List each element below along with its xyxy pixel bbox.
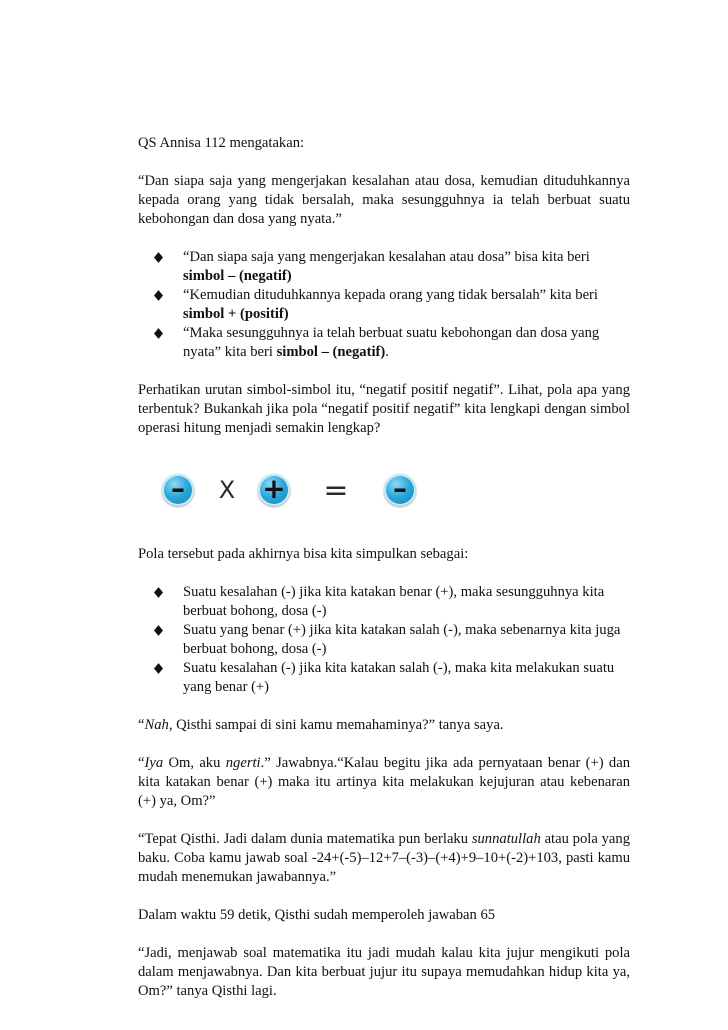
list-item (138, 659, 630, 697)
list-item (138, 286, 630, 324)
equals-sign: = (323, 472, 349, 508)
diamond-bullet-icon (152, 586, 164, 598)
symbol-label: simbol – (negatif) (276, 344, 386, 360)
dialog-text: atau pola yang baku. Coba kamu jawab soal -24+(-5)–12+7–(-3)–(+4)+9–10+(-2)+103, pasti kamu mudah menemukan jawabannya.” (138, 831, 630, 885)
plus-sign: + (262, 471, 286, 505)
quote-paragraph: “Dan siapa saja yang mengerjakan kesalahan atau dosa, kemudian dituduhkannya kepada orang yang tidak bersalah, maka sesungguhnya ia telah berbuat suatu kebohongan dan dosa yang nyata.” (138, 173, 630, 227)
answer-paragraph: Dalam waktu 59 detik, Qisthi sudah memperoleh jawaban 65 (138, 907, 496, 923)
list-item (138, 248, 630, 286)
sign-equation (138, 468, 630, 512)
dialog-text: , Qisthi sampai di sini kamu memahaminya?” tanya saya. (168, 717, 504, 733)
list-item (138, 324, 630, 362)
dialog-text: Om, aku (163, 755, 226, 771)
list-item-text: “Dan siapa saja yang mengerjakan kesalahan atau dosa” bisa kita beri (183, 249, 590, 265)
minus-sign: – (171, 471, 185, 505)
dialog-paragraph-1 (138, 716, 630, 735)
list-item-text: Suatu yang benar (+) jika kita katakan salah (-), maka sebenarnya kita juga berbuat bohong, dosa (-) (183, 622, 621, 657)
symbol-label: simbol + (positif) (183, 306, 289, 322)
list-item-text: “Maka sesungguhnya ia telah berbuat suatu kebohongan dan dosa yang nyata” kita beri (183, 325, 600, 360)
list-item (138, 583, 630, 621)
document-body (138, 134, 630, 1001)
symbol-label: simbol – (negatif) (183, 268, 292, 284)
minus-circle-icon (162, 471, 194, 506)
dialog-paragraph-2 (138, 754, 630, 811)
pattern-paragraph: Perhatikan urutan simbol-simbol itu, “negatif positif negatif”. Lihat, pola apa yang terbentuk? Bukankah jika pola “negatif positif negatif” kita lengkapi dengan simbol operasi hitung menjadi semakin lengkap? (138, 382, 630, 436)
list-item-text: Suatu kesalahan (-) jika kita katakan salah (-), maka kita melakukan suatu yang benar (+) (183, 660, 615, 695)
list-item (138, 621, 630, 659)
diamond-bullet-icon (152, 289, 164, 301)
multiply-sign: X (218, 475, 236, 504)
list-item-text: “Kemudian dituduhkannya kepada orang yang tidak bersalah” kita beri (183, 287, 598, 303)
open-quote: “ (138, 755, 145, 771)
dialog-paragraph-3 (138, 830, 630, 887)
diamond-bullet-icon (152, 251, 164, 263)
conclusion-list (138, 583, 630, 697)
italic-word: sunnatullah (471, 831, 541, 847)
italic-word: ngerti (225, 755, 261, 771)
diamond-bullet-icon (152, 327, 164, 339)
dialog-text: “Tepat Qisthi. Jadi dalam dunia matematika pun berlaku (138, 831, 472, 847)
plus-circle-icon (258, 471, 290, 506)
diamond-bullet-icon (152, 624, 164, 636)
result-minus-sign: – (393, 471, 407, 505)
italic-word: Nah (144, 717, 169, 733)
symbol-list (138, 248, 630, 362)
italic-word: Iya (144, 755, 164, 771)
intro-line: QS Annisa 112 mengatakan: (138, 135, 305, 151)
dialog-text: .” Jawabnya.“Kalau begitu jika ada pernyataan benar (+) dan kita katakan benar (+) maka itu artinya kita melakukan kejujuran atau kebenaran (+) ya, Om?” (138, 755, 630, 809)
closing-paragraph: “Jadi, menjawab soal matematika itu jadi mudah kalau kita jujur mengikuti pola dalam menjawabnya. Dan kita berbuat jujur itu supaya memudahkan hidup kita ya, Om?” tanya Qisthi lagi. (138, 945, 630, 999)
list-item-tail: . (385, 344, 389, 360)
open-quote: “ (138, 717, 145, 733)
conclusion-intro: Pola tersebut pada akhirnya bisa kita simpulkan sebagai: (138, 546, 469, 562)
list-item-text: Suatu kesalahan (-) jika kita katakan benar (+), maka sesungguhnya kita berbuat bohong, dosa (-) (183, 584, 605, 619)
minus-circle-icon (384, 471, 416, 506)
diamond-bullet-icon (152, 662, 164, 674)
